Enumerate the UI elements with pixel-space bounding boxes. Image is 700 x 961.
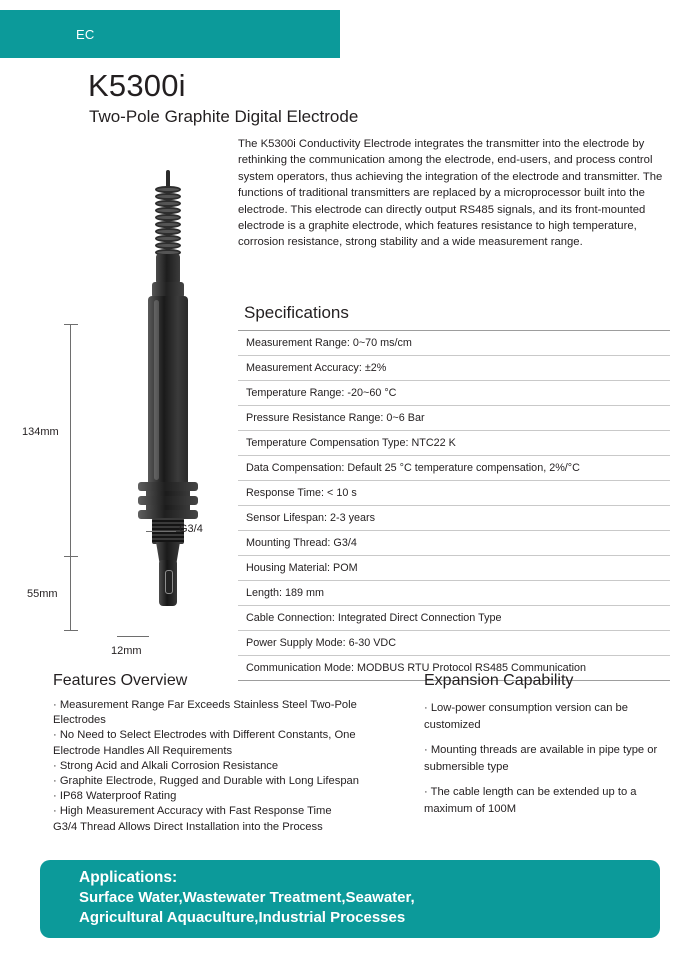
dim-vertical-top bbox=[70, 324, 71, 556]
product-illustration bbox=[60, 170, 230, 650]
table-row bbox=[238, 506, 670, 531]
features-list bbox=[53, 698, 393, 835]
spec-cell: Measurement Accuracy: ±2% bbox=[238, 356, 670, 381]
expansion-heading: Expansion Capability bbox=[424, 672, 574, 689]
list-item: · Graphite Electrode, Rugged and Durable with Long Lifespan bbox=[53, 775, 359, 788]
spec-cell: Communication Mode: MODBUS RTU Protocol RS485 Communication bbox=[238, 656, 670, 681]
spec-cell: Pressure Resistance Range: 0~6 Bar bbox=[238, 406, 670, 431]
list-item: · The cable length can be extended up to a maximum of 100M bbox=[424, 786, 637, 815]
applications-line-2: Agricultural Aquaculture,Industrial Processes bbox=[79, 909, 406, 926]
product-description: The K5300i Conductivity Electrode integrates the transmitter into the electrode by rethinking the communication among the electrode, end-users, and process control system operators, thus achieving the integration of the electrode and transmitter. The functions of traditional transmitters are replaced by a microprocessor built into the electrode. This electrode can directly output RS485 signals, and its front-mounted electrode is a graphite electrode, which features resistance to high temperature, corrosion resistance, strong stability and a wide measurement range. bbox=[238, 138, 663, 249]
applications-heading: Applications: bbox=[79, 869, 178, 886]
dim-tick-top-b bbox=[64, 556, 78, 557]
spec-cell: Temperature Compensation Type: NTC22 K bbox=[238, 431, 670, 456]
spec-cell: Data Compensation: Default 25 °C temperature compensation, 2%/°C bbox=[238, 456, 670, 481]
spring-coil bbox=[155, 186, 181, 256]
table-row bbox=[238, 581, 670, 606]
spec-cell: Response Time: < 10 s bbox=[238, 481, 670, 506]
list-item: · No Need to Select Electrodes with Different Constants, One Electrode Handles All Requirements bbox=[53, 729, 356, 757]
page-subtitle: Two-Pole Graphite Digital Electrode bbox=[89, 107, 359, 126]
table-row bbox=[238, 481, 670, 506]
dim-label-134mm: 134mm bbox=[22, 426, 59, 438]
specifications-heading: Specifications bbox=[244, 303, 349, 322]
table-row bbox=[238, 631, 670, 656]
list-item: · Strong Acid and Alkali Corrosion Resistance bbox=[53, 759, 279, 772]
spec-cell: Mounting Thread: G3/4 bbox=[238, 531, 670, 556]
spec-cell: Sensor Lifespan: 2-3 years bbox=[238, 506, 670, 531]
list-item: · High Measurement Accuracy with Fast Response Time bbox=[53, 805, 332, 818]
taper-section bbox=[156, 542, 180, 562]
category-label: EC bbox=[76, 26, 95, 42]
table-row bbox=[238, 606, 670, 631]
spec-cell: Measurement Range: 0~70 ms/cm bbox=[238, 331, 670, 356]
spec-cell: Length: 189 mm bbox=[238, 581, 670, 606]
table-row bbox=[238, 381, 670, 406]
dim-label-55mm: 55mm bbox=[27, 588, 58, 600]
list-item: · Mounting threads are available in pipe type or submersible type bbox=[424, 744, 658, 773]
upper-body bbox=[156, 254, 180, 284]
table-row bbox=[238, 556, 670, 581]
dim-tick-bottom-b bbox=[64, 630, 78, 631]
applications-text bbox=[79, 888, 415, 928]
table-row bbox=[238, 406, 670, 431]
list-item: G3/4 Thread Allows Direct Installation into the Process bbox=[53, 820, 323, 833]
specifications-table bbox=[238, 330, 670, 681]
list-item: · Measurement Range Far Exceeds Stainless Steel Two-Pole Electrodes bbox=[53, 699, 357, 727]
spec-cell: Housing Material: POM bbox=[238, 556, 670, 581]
dim-label-12mm: 12mm bbox=[111, 645, 142, 657]
header-bar bbox=[0, 10, 340, 58]
dim-horizontal-width bbox=[117, 636, 149, 637]
expansion-list bbox=[424, 700, 664, 826]
table-row bbox=[238, 531, 670, 556]
table-row bbox=[238, 331, 670, 356]
page-title: K5300i bbox=[88, 68, 186, 103]
thread-callout-line bbox=[146, 531, 176, 532]
flange-middle bbox=[138, 496, 198, 505]
table-row bbox=[238, 456, 670, 481]
applications-line-1: Surface Water,Wastewater Treatment,Seawater, bbox=[79, 889, 415, 906]
features-heading: Features Overview bbox=[53, 672, 188, 689]
table-row bbox=[238, 431, 670, 456]
dim-tick-top-a bbox=[64, 324, 78, 325]
dim-vertical-bottom bbox=[70, 556, 71, 630]
spec-cell: Cable Connection: Integrated Direct Connection Type bbox=[238, 606, 670, 631]
spec-cell: Temperature Range: -20~60 °C bbox=[238, 381, 670, 406]
flange-upper bbox=[138, 482, 198, 491]
thread-callout-label: G3/4 bbox=[179, 523, 203, 535]
list-item: · Low-power consumption version can be customized bbox=[424, 702, 628, 731]
electrode-window bbox=[165, 570, 173, 594]
list-item: · IP68 Waterproof Rating bbox=[53, 790, 177, 803]
table-row bbox=[238, 356, 670, 381]
tube-highlight bbox=[154, 300, 159, 480]
spec-cell: Power Supply Mode: 6-30 VDC bbox=[238, 631, 670, 656]
